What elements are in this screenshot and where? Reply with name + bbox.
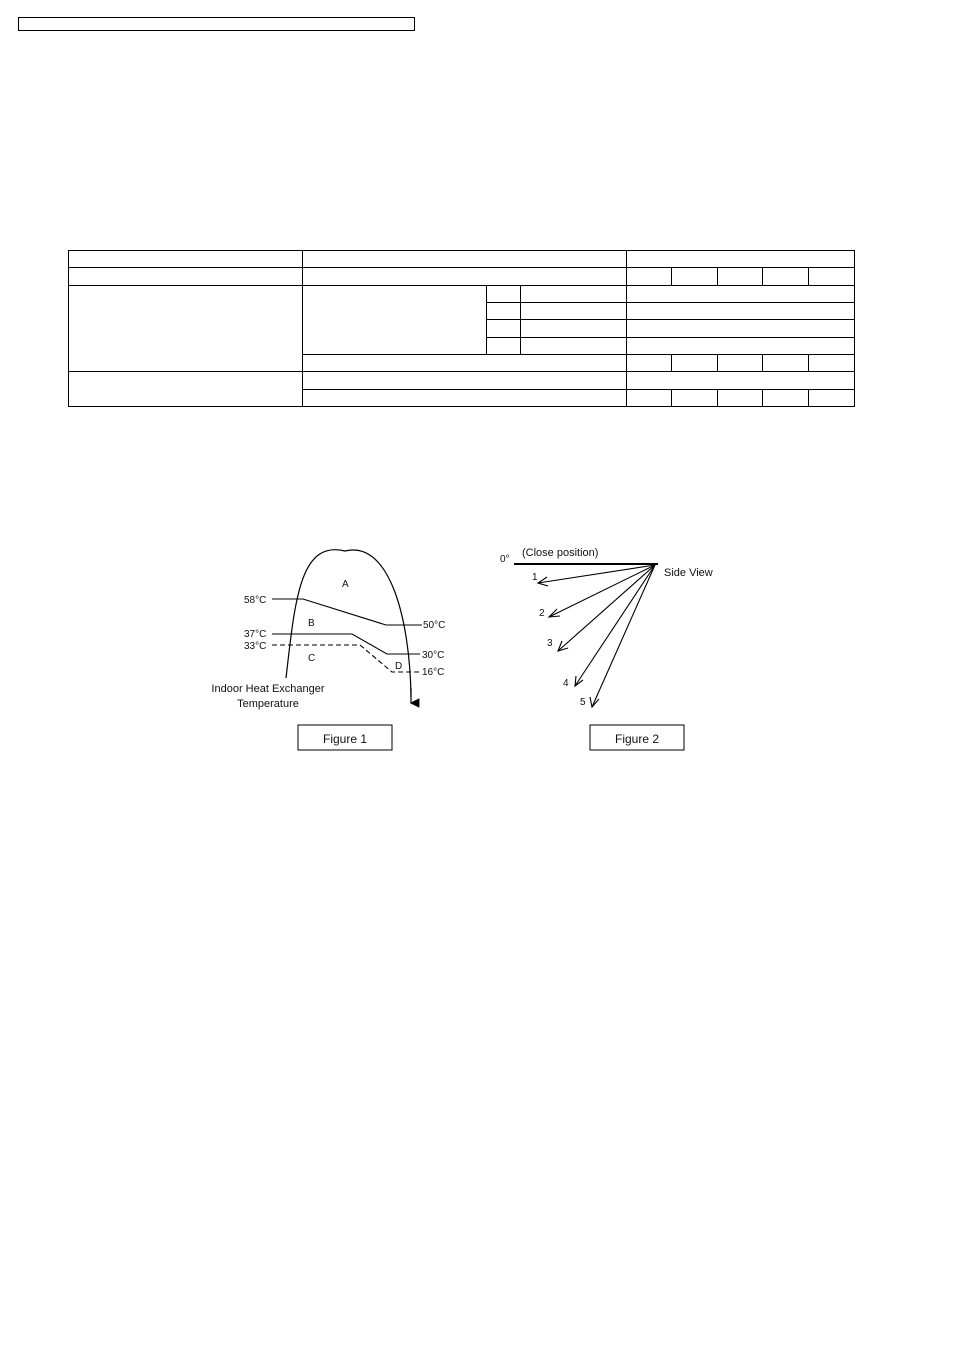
table-cell xyxy=(69,251,303,268)
table-cell xyxy=(521,337,627,354)
table-cell xyxy=(69,268,303,285)
zone-b-label: B xyxy=(308,618,315,629)
table-cell xyxy=(718,389,763,406)
table-cell xyxy=(487,320,521,337)
table-cell xyxy=(303,268,627,285)
table-cell xyxy=(672,268,718,285)
figure-2 xyxy=(500,547,713,750)
table-cell xyxy=(809,354,855,371)
table-cell xyxy=(627,320,855,337)
table-cell xyxy=(627,389,672,406)
table-cell xyxy=(627,302,855,319)
temp-30-label: 30°C xyxy=(422,650,445,661)
temp-50-label: 50°C xyxy=(423,620,446,631)
table-cell xyxy=(627,251,855,268)
table-cell xyxy=(521,285,627,302)
table-cell xyxy=(763,268,809,285)
table-cell xyxy=(627,372,855,389)
table-cell xyxy=(303,389,627,406)
side-view-label: Side View xyxy=(664,567,713,579)
zone-c-label: C xyxy=(308,653,316,664)
figures xyxy=(190,540,750,760)
temp-37-label: 37°C xyxy=(244,629,267,640)
table-cell xyxy=(303,372,627,389)
table-cell xyxy=(627,354,672,371)
zone-a-label: A xyxy=(342,579,349,590)
table-cell xyxy=(809,268,855,285)
zero-degree-label: 0° xyxy=(500,554,510,565)
table-cell xyxy=(627,285,855,302)
close-position-label: (Close position) xyxy=(522,547,599,559)
position-2-label: 2 xyxy=(539,608,545,619)
table-cell xyxy=(672,354,718,371)
table-cell xyxy=(303,251,627,268)
table-cell xyxy=(69,372,303,407)
table-cell xyxy=(521,302,627,319)
table-row xyxy=(69,268,855,285)
table-cell xyxy=(69,285,303,372)
table-cell xyxy=(487,337,521,354)
table-row xyxy=(69,251,855,268)
axis-label-line-1: Indoor Heat Exchanger xyxy=(211,683,325,695)
vane-position-5-arrow xyxy=(592,565,655,707)
table-cell xyxy=(487,285,521,302)
figure-1 xyxy=(211,550,445,750)
zone-d-label: D xyxy=(395,661,403,672)
position-4-label: 4 xyxy=(563,678,569,689)
position-3-label: 3 xyxy=(547,638,553,649)
spec-table xyxy=(68,250,855,407)
table-cell xyxy=(763,354,809,371)
temp-58-label: 58°C xyxy=(244,595,267,606)
table-cell xyxy=(627,337,855,354)
table-cell xyxy=(627,268,672,285)
hysteresis-curve xyxy=(286,550,411,697)
line-37-30 xyxy=(272,634,420,654)
table-cell xyxy=(718,354,763,371)
table-row xyxy=(69,372,855,389)
figure-2-caption: Figure 2 xyxy=(614,732,660,746)
table-cell xyxy=(718,268,763,285)
table-cell xyxy=(487,302,521,319)
position-5-label: 5 xyxy=(580,697,586,708)
temp-16-label: 16°C xyxy=(422,667,445,678)
header-box xyxy=(18,17,415,31)
table-row xyxy=(69,285,855,302)
table-cell xyxy=(303,285,487,354)
table-cell xyxy=(672,389,718,406)
table-cell xyxy=(303,354,627,371)
temp-33-label: 33°C xyxy=(244,641,267,652)
table-cell xyxy=(809,389,855,406)
table-cell xyxy=(763,389,809,406)
table-cell xyxy=(521,320,627,337)
position-1-label: 1 xyxy=(532,572,538,583)
axis-label-line-2: Temperature xyxy=(237,698,299,710)
arrowhead-icon xyxy=(575,676,583,686)
figure-1-caption: Figure 1 xyxy=(322,732,368,746)
